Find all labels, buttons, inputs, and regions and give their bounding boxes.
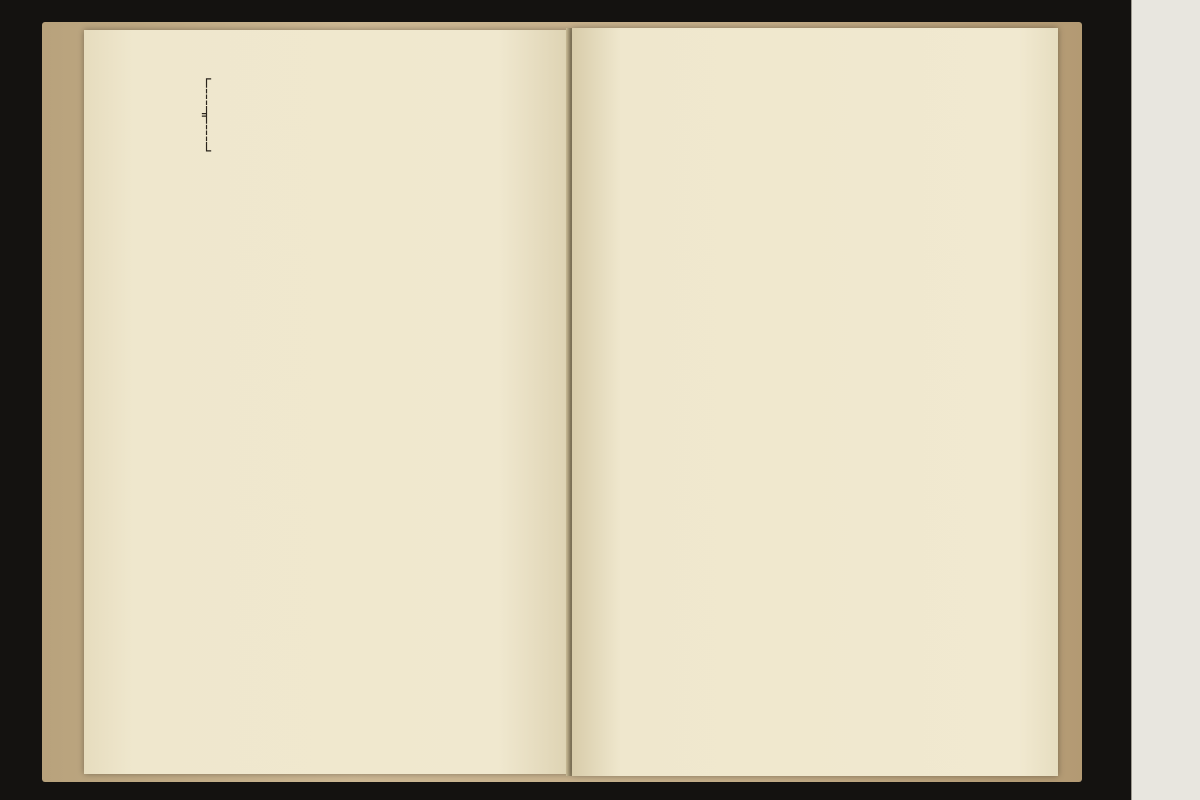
right-page	[572, 28, 1058, 776]
measurement-ruler	[1131, 0, 1200, 800]
left-page	[84, 30, 571, 774]
brace: ┌ ┆ ╡ ┆ └	[202, 70, 212, 160]
